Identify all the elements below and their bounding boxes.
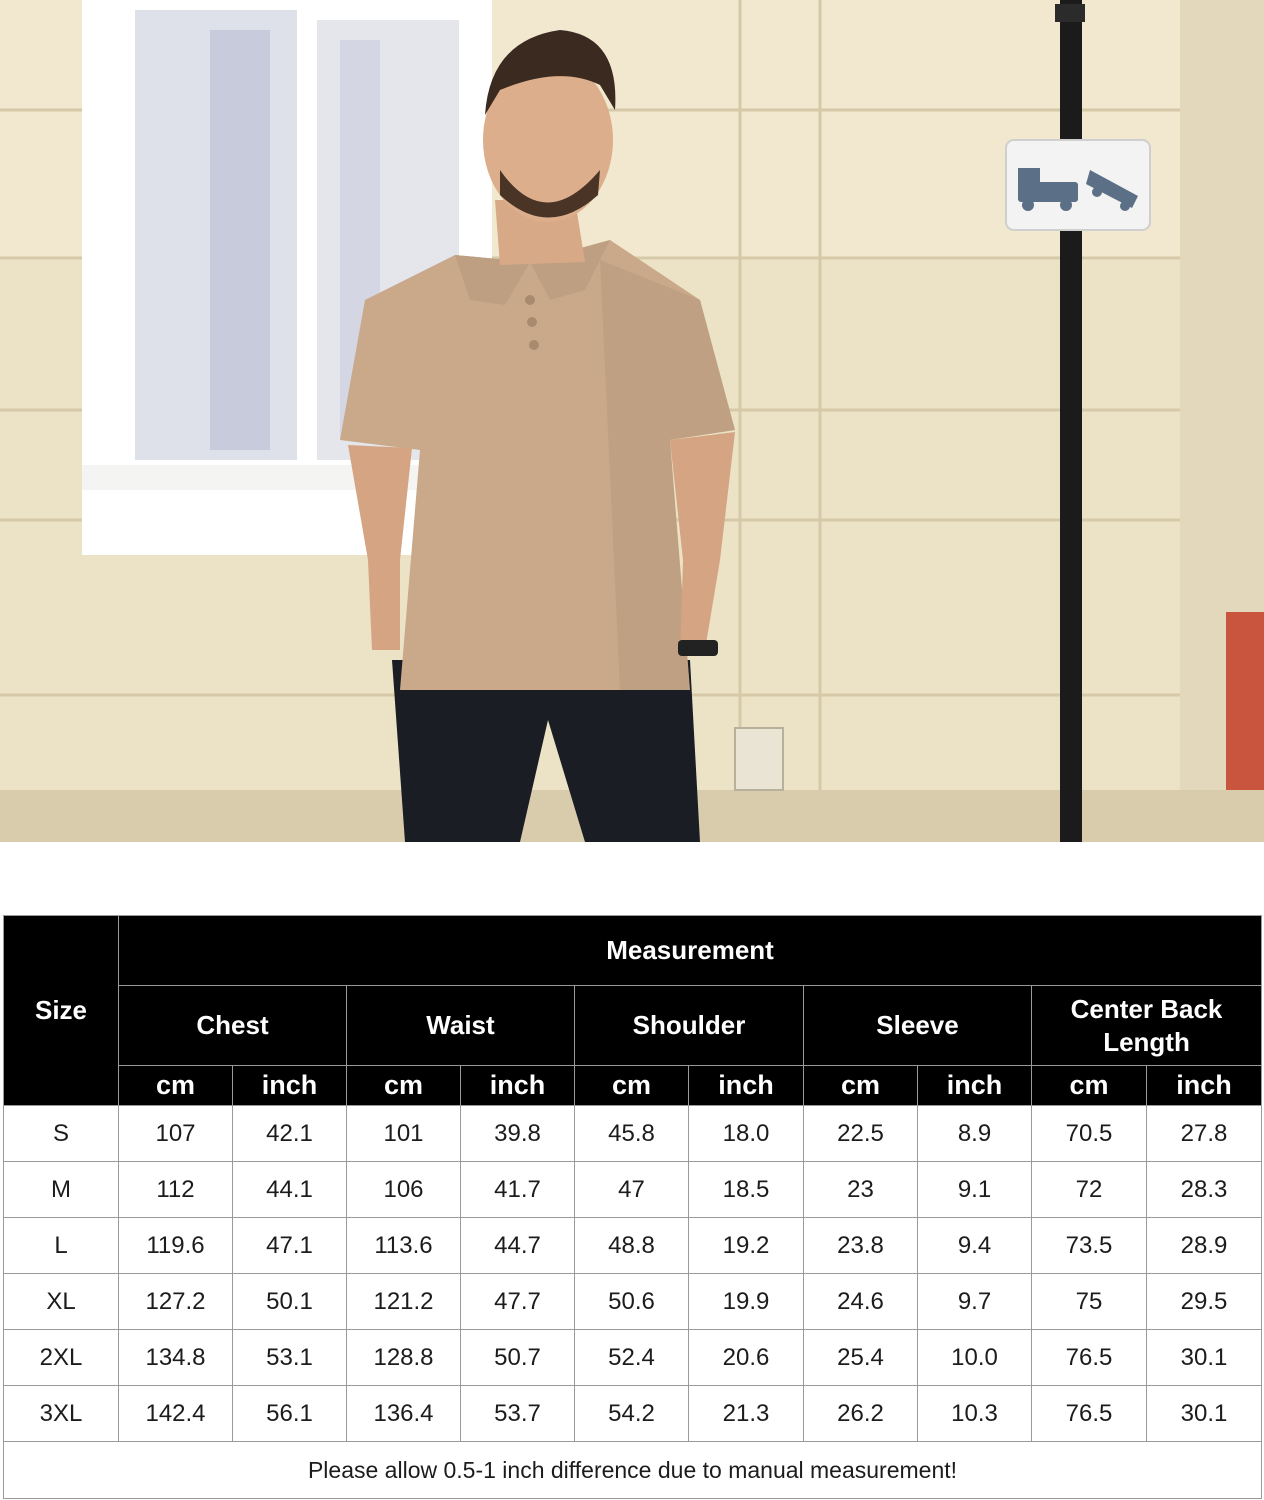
measurement-cell: 128.8 [347, 1330, 461, 1386]
unit-cm: cm [1032, 1066, 1147, 1106]
measurement-cell: 9.7 [918, 1274, 1032, 1330]
measurement-cell: 76.5 [1032, 1330, 1147, 1386]
unit-inch: inch [233, 1066, 347, 1106]
size-rows [4, 1106, 1262, 1442]
unit-cm: cm [804, 1066, 918, 1106]
measurement-cell: 127.2 [119, 1274, 233, 1330]
measurement-cell: 47.7 [461, 1274, 575, 1330]
measurement-cell: 53.7 [461, 1386, 575, 1442]
measurement-cell: 24.6 [804, 1274, 918, 1330]
measurement-cell: 30.1 [1147, 1330, 1262, 1386]
table-row [4, 1106, 1262, 1162]
measurement-cell: 9.4 [918, 1218, 1032, 1274]
measurement-note: Please allow 0.5-1 inch difference due to manual measurement! [4, 1442, 1262, 1499]
measurement-cell: 18.0 [689, 1106, 804, 1162]
measurement-cell: 42.1 [233, 1106, 347, 1162]
measurement-cell: 56.1 [233, 1386, 347, 1442]
measurement-cell: 50.7 [461, 1330, 575, 1386]
measurement-cell: 119.6 [119, 1218, 233, 1274]
measurement-cell: 19.9 [689, 1274, 804, 1330]
measurement-cell: 10.0 [918, 1330, 1032, 1386]
size-chart-table [3, 915, 1262, 1499]
unit-cm: cm [347, 1066, 461, 1106]
measurement-cell: 21.3 [689, 1386, 804, 1442]
measurement-cell: 136.4 [347, 1386, 461, 1442]
measurement-cell: 113.6 [347, 1218, 461, 1274]
measurement-cell: 50.6 [575, 1274, 689, 1330]
measurement-cell: 30.1 [1147, 1386, 1262, 1442]
center-back-length-header: Center Back Length [1032, 986, 1262, 1066]
measurement-cell: 106 [347, 1162, 461, 1218]
measurement-cell: 134.8 [119, 1330, 233, 1386]
chest-header: Chest [119, 986, 347, 1066]
size-cell: S [4, 1106, 119, 1162]
measurement-cell: 39.8 [461, 1106, 575, 1162]
size-cell: L [4, 1218, 119, 1274]
measurement-cell: 50.1 [233, 1274, 347, 1330]
measurement-cell: 112 [119, 1162, 233, 1218]
measurement-cell: 19.2 [689, 1218, 804, 1274]
measurement-cell: 54.2 [575, 1386, 689, 1442]
measurement-cell: 8.9 [918, 1106, 1032, 1162]
size-cell: M [4, 1162, 119, 1218]
measurement-cell: 9.1 [918, 1162, 1032, 1218]
measurement-cell: 25.4 [804, 1330, 918, 1386]
measurement-cell: 22.5 [804, 1106, 918, 1162]
measurement-cell: 28.3 [1147, 1162, 1262, 1218]
measurement-cell: 20.6 [689, 1330, 804, 1386]
measurement-cell: 47 [575, 1162, 689, 1218]
measurement-cell: 73.5 [1032, 1218, 1147, 1274]
measurement-cell: 47.1 [233, 1218, 347, 1274]
measurement-cell: 72 [1032, 1162, 1147, 1218]
measurement-cell: 76.5 [1032, 1386, 1147, 1442]
unit-inch: inch [461, 1066, 575, 1106]
waist-header: Waist [347, 986, 575, 1066]
measurement-cell: 70.5 [1032, 1106, 1147, 1162]
measurement-cell: 53.1 [233, 1330, 347, 1386]
measurement-cell: 52.4 [575, 1330, 689, 1386]
measurement-cell: 75 [1032, 1274, 1147, 1330]
measurement-cell: 142.4 [119, 1386, 233, 1442]
table-row [4, 1386, 1262, 1442]
table-row [4, 1218, 1262, 1274]
measurement-cell: 26.2 [804, 1386, 918, 1442]
size-cell: 3XL [4, 1386, 119, 1442]
table-row [4, 1162, 1262, 1218]
measurement-cell: 107 [119, 1106, 233, 1162]
measurement-cell: 27.8 [1147, 1106, 1262, 1162]
measurement-cell: 101 [347, 1106, 461, 1162]
measurement-cell: 18.5 [689, 1162, 804, 1218]
unit-cm: cm [575, 1066, 689, 1106]
unit-inch: inch [689, 1066, 804, 1106]
size-cell: XL [4, 1274, 119, 1330]
shoulder-header: Shoulder [575, 986, 804, 1066]
unit-cm: cm [119, 1066, 233, 1106]
measurement-cell: 10.3 [918, 1386, 1032, 1442]
size-cell: 2XL [4, 1330, 119, 1386]
measurement-cell: 44.1 [233, 1162, 347, 1218]
measurement-cell: 45.8 [575, 1106, 689, 1162]
unit-inch: inch [1147, 1066, 1262, 1106]
measurement-cell: 44.7 [461, 1218, 575, 1274]
measurement-cell: 23 [804, 1162, 918, 1218]
measurement-header: Measurement [119, 916, 1262, 986]
measurement-cell: 23.8 [804, 1218, 918, 1274]
size-header: Size [4, 916, 119, 1106]
table-row [4, 1330, 1262, 1386]
measurement-cell: 41.7 [461, 1162, 575, 1218]
sleeve-header: Sleeve [804, 986, 1032, 1066]
measurement-cell: 48.8 [575, 1218, 689, 1274]
measurement-cell: 29.5 [1147, 1274, 1262, 1330]
measurement-cell: 121.2 [347, 1274, 461, 1330]
table-row [4, 1274, 1262, 1330]
measurement-cell: 28.9 [1147, 1218, 1262, 1274]
unit-inch: inch [918, 1066, 1032, 1106]
